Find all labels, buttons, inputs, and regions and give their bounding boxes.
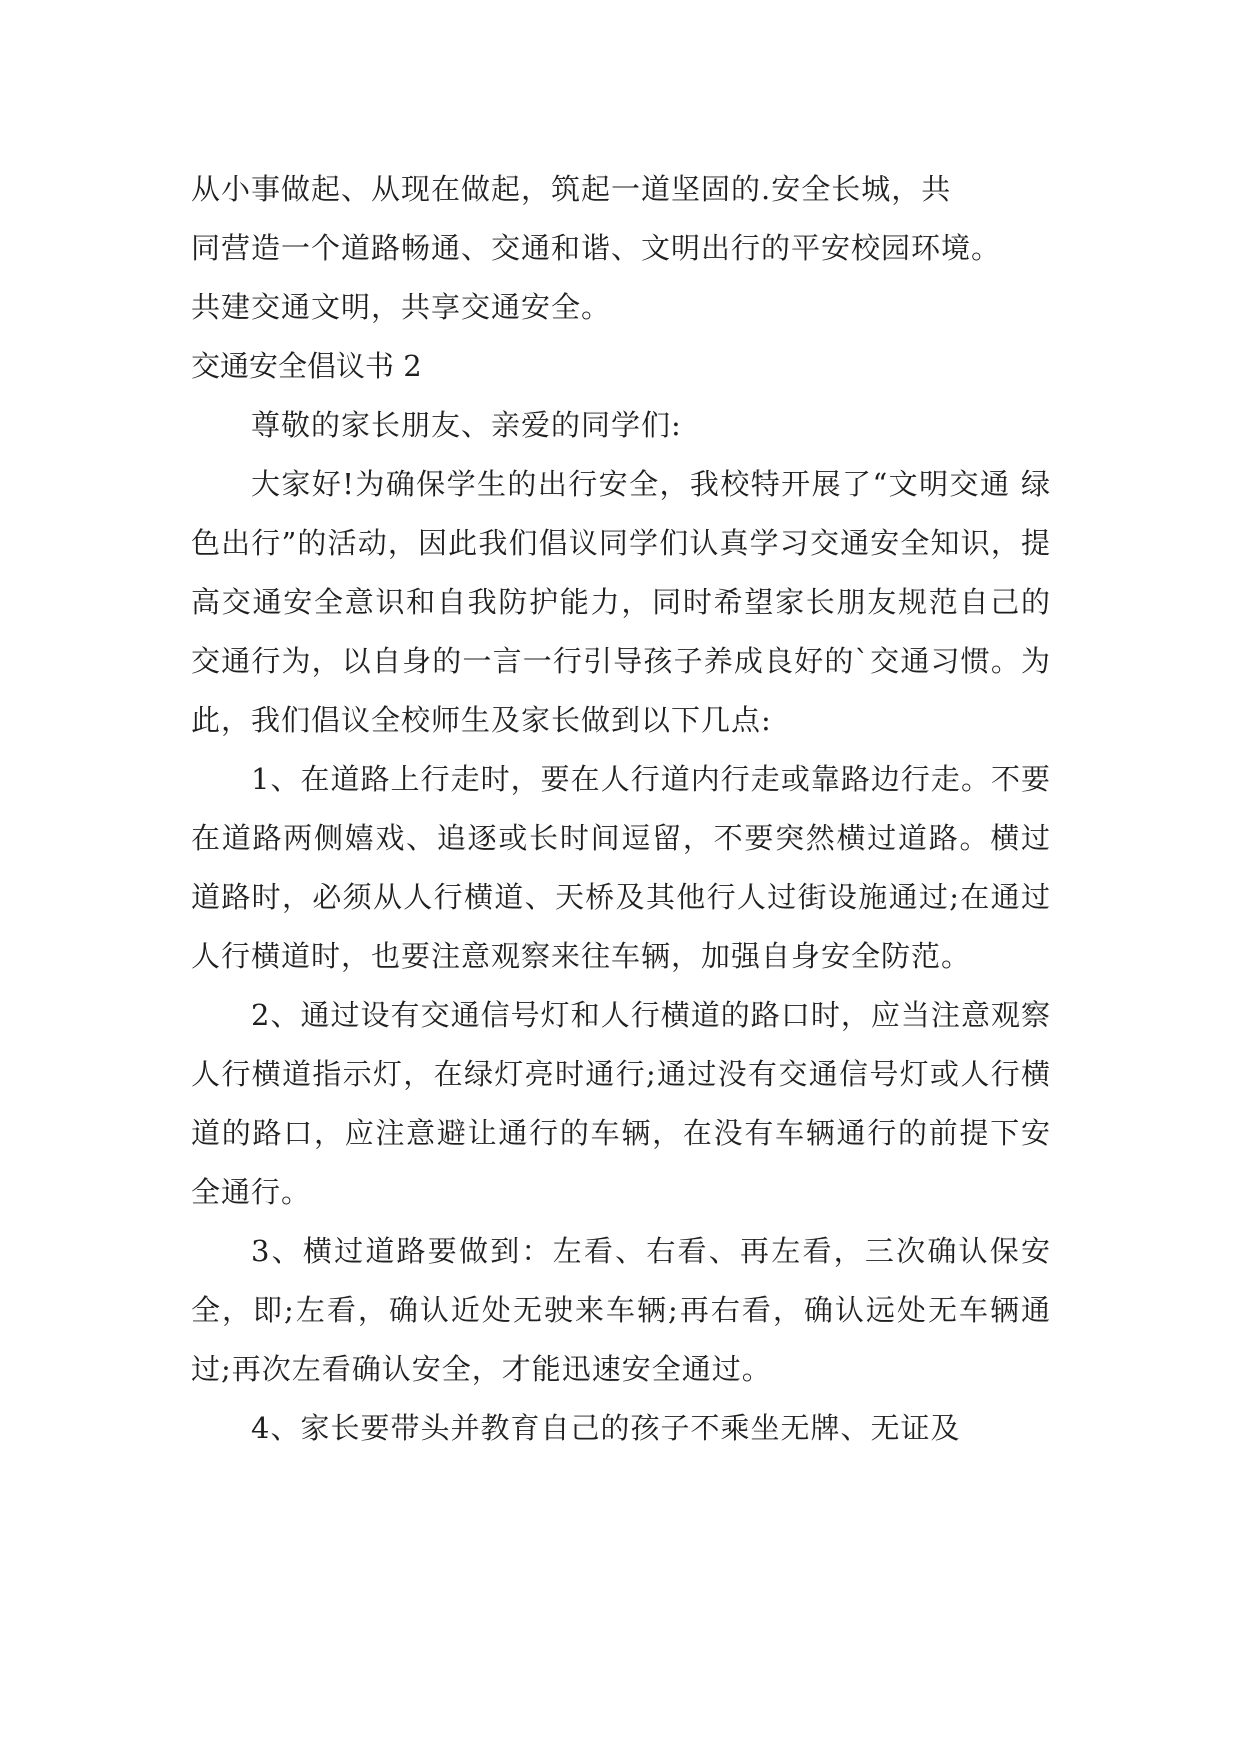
list-item-3: 3、横过道路要做到：左看、右看、再左看，三次确认保安全，即;左看，确认近处无驶来车辆;再右看，确认远处无车辆通过;再次左看确认安全，才能迅速安全通过。 (191, 1234, 1051, 1386)
salutation: 尊敬的家长朋友、亲爱的同学们: (251, 408, 682, 442)
intro-paragraph: 大家好!为确保学生的出行安全，我校特开展了“文明交通 绿色出行”的活动，因此我们倡议同学们认真学习交通安全知识，提高交通安全意识和自我防护能力，同时希望家长朋友规范自己的交通行为，以自身的一言一行引导孩子养成良好的`交通习惯。为此，我们倡议全校师生及家长做到以下几点: (191, 467, 1051, 737)
list-item-1: 1、在道路上行走时，要在人行道内行走或靠路边行走。不要在道路两侧嬉戏、追逐或长时间逗留，不要突然横过道路。横过道路时，必须从人行横道、天桥及其他行人过街设施通过;在通过人行横道时，也要注意观察来往车辆，加强自身安全防范。 (191, 762, 1051, 973)
list-item-4: 4、家长要带头并教育自己的孩子不乘坐无牌、无证及 (251, 1411, 961, 1445)
document-body (191, 160, 1051, 1458)
section-title: 交通安全倡议书 2 (191, 349, 422, 383)
continuation-line-2: 同营造一个道路畅通、交通和谐、文明出行的平安校园环境。 (191, 231, 1002, 265)
continuation-line-3: 共建交通文明，共享交通安全。 (191, 290, 612, 324)
list-item-2: 2、通过设有交通信号灯和人行横道的路口时，应当注意观察人行横道指示灯，在绿灯亮时通行;通过没有交通信号灯或人行横道的路口，应注意避让通行的车辆，在没有车辆通行的前提下安全通行。 (191, 998, 1051, 1209)
continuation-line-1: 从小事做起、从现在做起，筑起一道坚固的.安全长城，共 (191, 172, 952, 206)
